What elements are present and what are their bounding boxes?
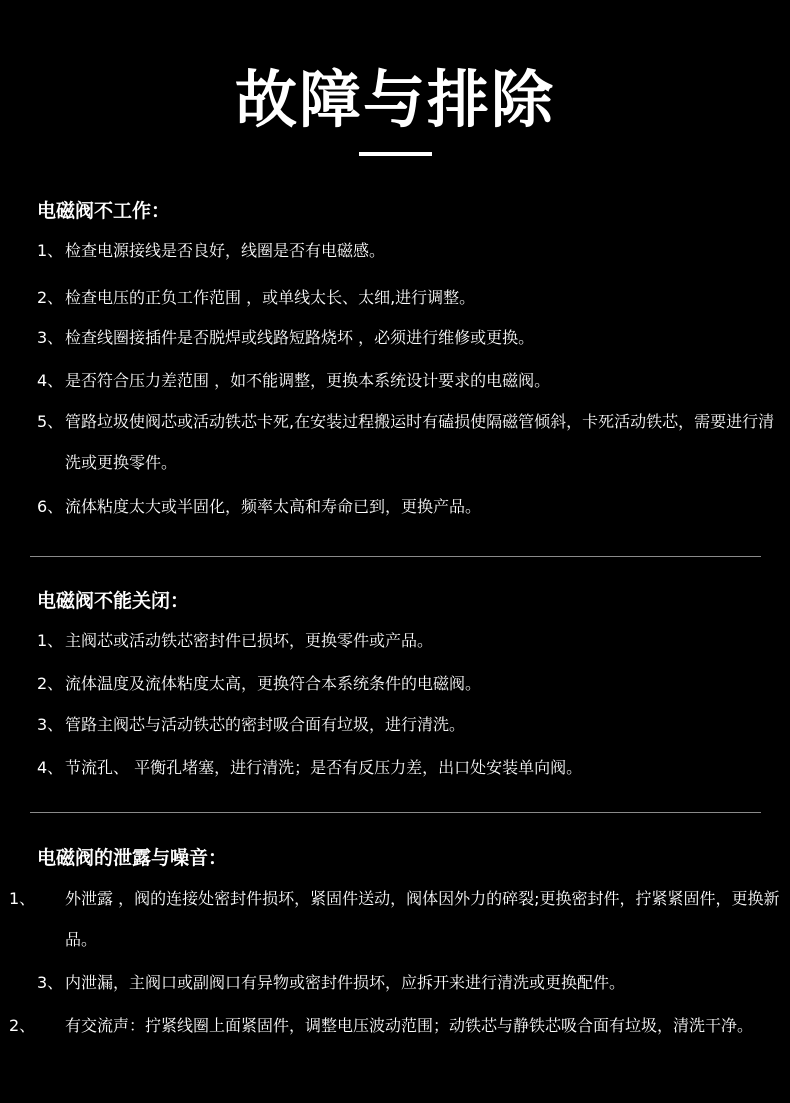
- item-text: 检查电压的正负工作范围 ，或单线太长、太细,进行调整。: [65, 288, 476, 307]
- item-text: 内泄漏，主阀口或副阀口有异物或密封件损坏，应拆开来进行清洗或更换配件。: [65, 973, 626, 992]
- list-item: [37, 747, 762, 788]
- section-heading-cannot-close: 电磁阀不能关闭：: [37, 590, 190, 612]
- item-text: 检查电源接线是否良好，线圈是否有电磁感。: [65, 241, 386, 260]
- section-heading-not-working: 电磁阀不工作：: [37, 200, 171, 222]
- item-text: 节流孔、 平衡孔堵塞，进行清洗；是否有反压力差，出口处安装单向阀。: [65, 758, 583, 777]
- item-number: 1、: [9, 889, 36, 908]
- list-item: [9, 1005, 790, 1046]
- list-item: [37, 663, 762, 704]
- list-item: [37, 317, 762, 358]
- item-number: 2、: [37, 288, 64, 307]
- section-divider: [30, 812, 761, 813]
- item-number: 1、: [37, 631, 64, 650]
- item-number: 3、: [37, 973, 64, 992]
- item-number: 3、: [37, 715, 64, 734]
- item-text: 有交流声：拧紧线圈上面紧固件，调整电压波动范围；动铁芯与静铁芯吸合面有垃圾，清洗干净。: [65, 1016, 754, 1035]
- list-item: [37, 486, 762, 527]
- item-number: 3、: [37, 328, 64, 347]
- item-text: 管路主阀芯与活动铁芯的密封吸合面有垃圾，进行清洗。: [65, 715, 466, 734]
- list-item: [9, 878, 790, 960]
- item-number: 6、: [37, 497, 64, 516]
- item-number: 2、: [9, 1016, 36, 1035]
- item-text: 主阀芯或活动铁芯密封件已损坏，更换零件或产品。: [65, 631, 434, 650]
- section-heading-leak-noise: 电磁阀的泄露与噪音：: [37, 847, 228, 869]
- title-underline: [359, 152, 432, 156]
- item-text: 外泄露 ，阀的连接处密封件损坏，紧固件送动，阀体因外力的碎裂;更换密封件，拧紧紧固件，更换新品。: [65, 889, 780, 949]
- list-item: [37, 704, 762, 745]
- list-item: [37, 401, 790, 483]
- section-divider: [30, 556, 761, 557]
- list-item: [37, 620, 762, 661]
- item-text: 流体温度及流体粘度太高，更换符合本系统条件的电磁阀。: [65, 674, 482, 693]
- item-number: 2、: [37, 674, 64, 693]
- item-number: 5、: [37, 412, 64, 431]
- item-number: 4、: [37, 758, 64, 777]
- item-text: 流体粘度太大或半固化，频率太高和寿命已到，更换产品。: [65, 497, 482, 516]
- item-text: 检查线圈接插件是否脱焊或线路短路烧坏 ，必须进行维修或更换。: [65, 328, 535, 347]
- list-item: [37, 230, 762, 271]
- item-number: 1、: [37, 241, 64, 260]
- list-item: [37, 360, 762, 401]
- item-text: 是否符合压力差范围 ，如不能调整，更换本系统设计要求的电磁阀。: [65, 371, 551, 390]
- item-text: 管路垃圾使阀芯或活动铁芯卡死,在安装过程搬运时有磕损使隔磁管倾斜，卡死活动铁芯，需要进行清洗或更换零件。: [65, 412, 775, 472]
- list-item: [37, 962, 762, 1003]
- page-title: 故障与排除: [234, 63, 555, 136]
- item-number: 4、: [37, 371, 64, 390]
- list-item: [37, 277, 762, 318]
